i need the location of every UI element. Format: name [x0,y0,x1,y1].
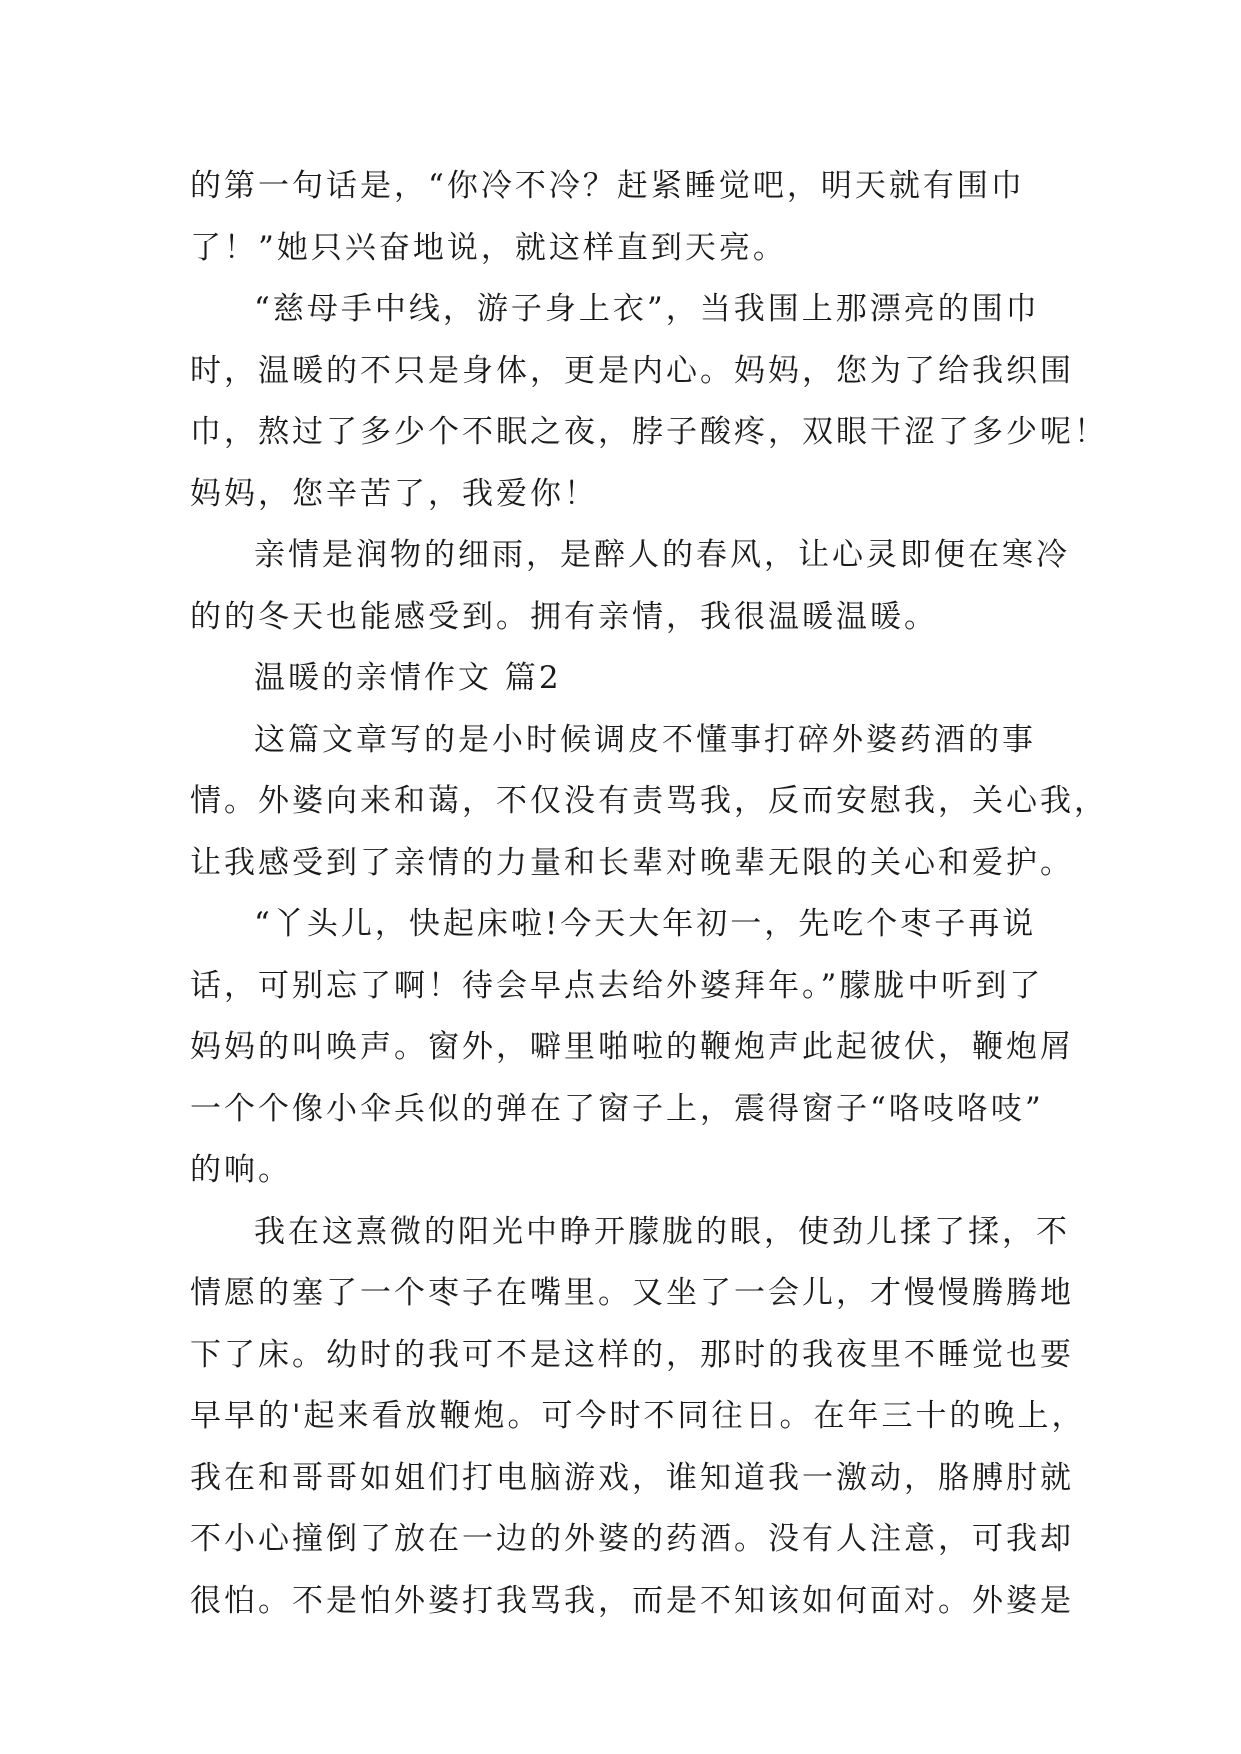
text-line: 很怕。不是怕外婆打我骂我，而是不知该如何面对。外婆是 [190,1582,1074,1619]
text-line: 妈妈，您辛苦了，我爱你！ [190,475,598,512]
text-line: 的响。 [190,1152,292,1188]
document-body [190,156,1108,1632]
text-line: 我在这熹微的阳光中睁开朦胧的眼，使劲儿揉了揉，不 [254,1213,1070,1250]
section-heading: 温暖的亲情作文 篇2 [254,660,562,696]
text-line: 妈妈的叫唤声。窗外，噼里啪啦的鞭炮声此起彼伏，鞭炮屑 [190,1029,1074,1065]
text-line: 情。外婆向来和蔼，不仅没有责骂我，反而安慰我，关心我， [190,783,1108,819]
text-line: 一个个像小伞兵似的弹在了窗子上，震得窗子“咯吱咯吱” [190,1090,1044,1127]
text-line: “丫头儿，快起床啦!今天大年初一，先吃个枣子再说 [254,906,1037,942]
text-line: 的的冬天也能感受到。拥有亲情，我很温暖温暖。 [190,598,938,635]
text-line: 这篇文章写的是小时候调皮不懂事打碎外婆药酒的事 [254,721,1036,758]
text-line: 亲情是润物的细雨，是醉人的春风，让心灵即便在寒冷 [254,537,1070,573]
text-line: 了！”她只兴奋地说，就这样直到天亮。 [190,229,787,266]
text-line: 下了床。幼时的我可不是这样的，那时的我夜里不睡觉也要 [190,1336,1074,1373]
text-line: 话，可别忘了啊！待会早点去给外婆拜年。”朦胧中听到了 [190,967,1044,1004]
text-line: 巾，熬过了多少个不眠之夜，脖子酸疼，双眼干涩了多少呢！ [190,414,1108,450]
text-line: 我在和哥哥如姐们打电脑游戏，谁知道我一激动，胳膊肘就 [190,1459,1074,1496]
text-line: 情愿的塞了一个枣子在嘴里。又坐了一会儿，才慢慢腾腾地 [190,1275,1074,1311]
text-line: “慈母手中线，游子身上衣”，当我围上那漂亮的围巾 [254,291,1040,327]
text-line: 早早的'起来看放鞭炮。可今时不同往日。在年三十的晚上， [190,1398,1086,1434]
text-line: 让我感受到了亲情的力量和长辈对晚辈无限的关心和爱护。 [190,844,1074,881]
text-line: 不小心撞倒了放在一边的外婆的药酒。没有人注意，可我却 [190,1521,1074,1557]
text-line: 时，温暖的不只是身体，更是内心。妈妈，您为了给我织围 [190,352,1074,389]
text-line: 的第一句话是，“你冷不冷？赶紧睡觉吧，明天就有围巾 [190,168,1025,204]
